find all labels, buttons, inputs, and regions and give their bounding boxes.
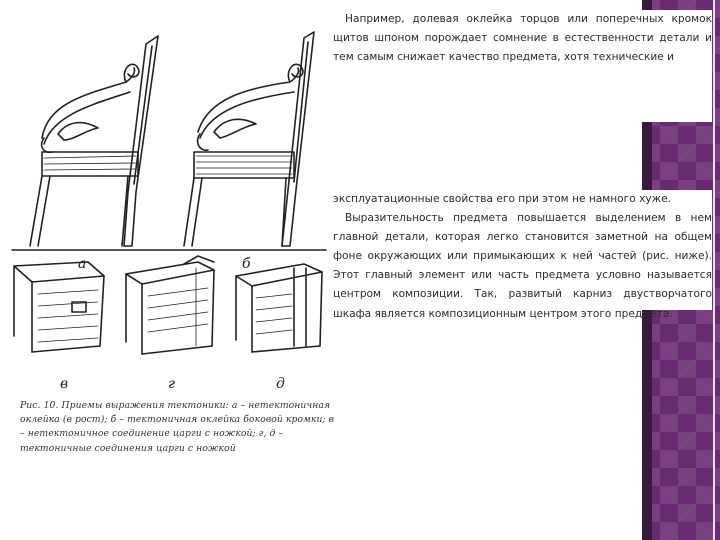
label-a: а <box>78 256 87 272</box>
label-b: б <box>242 256 251 272</box>
joint-d-drawing <box>236 264 322 352</box>
figure-tectonics <box>8 6 335 456</box>
decorative-thin-line <box>713 0 715 540</box>
paragraph-1-continuation: эксплуатационные свойства его при этом не намного хуже. <box>333 193 672 205</box>
figure-caption: Рис. 10. Приемы выражения тектоники: а – нетектоничная оклейка (в рост); б – тектоничная оклейка боковой кромки; в – нетектоничное соединение царги с ножкой; г, д – тектоничные соединения царги с ножкой <box>20 400 335 454</box>
text-block-bottom <box>333 190 712 320</box>
figure-illustration <box>8 6 330 456</box>
label-g: г <box>168 376 176 392</box>
chair-b-drawing <box>184 32 314 246</box>
joint-g-drawing <box>126 256 214 354</box>
paragraph-2: Выразительность предмета повышается выделением в нем главной детали, которая легко становится заметной на общем фоне окружающих или примыкающих к ней частей (рис. ниже). Этот главный элемент или часть предмета условно называется центром композиции. Так, развитый карниз двустворчатого шкафа является композиционным центром этого предмета. <box>333 212 712 320</box>
paragraph-1: Например, долевая оклейка торцов или поперечных кромок щитов шпоном порождает сомнение в естественности детали и тем самым снижает качество предмета, хотя технические и <box>333 13 712 64</box>
label-d: д <box>276 376 285 392</box>
chair-a-drawing <box>30 36 158 246</box>
joint-v-drawing <box>14 262 104 352</box>
text-block-top <box>333 10 712 122</box>
label-v: в <box>60 376 69 392</box>
